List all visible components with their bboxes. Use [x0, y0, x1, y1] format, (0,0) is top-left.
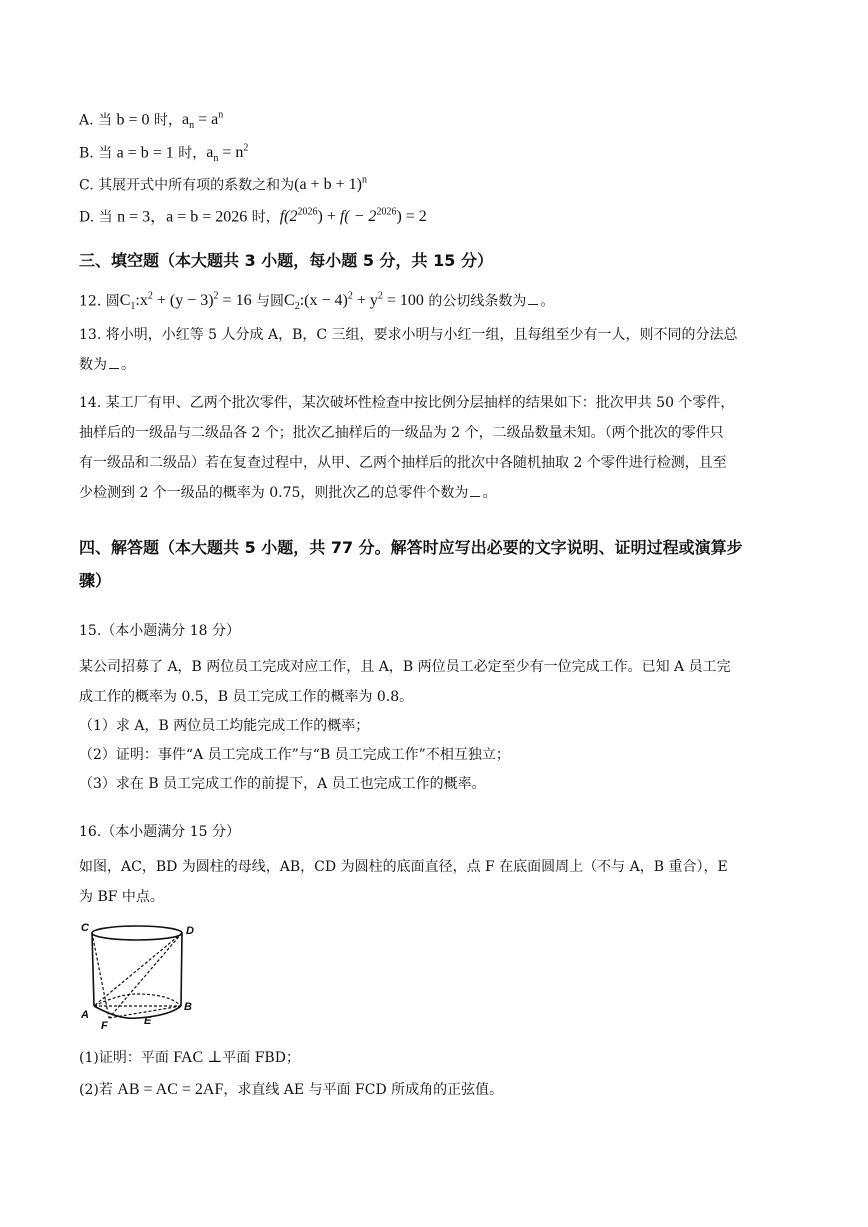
option-b-equation: $a_n = n^2$ — [206, 143, 249, 165]
label-a: A — [81, 1009, 89, 1021]
label-e: E — [144, 1015, 152, 1027]
option-a-mid: 时， — [149, 112, 182, 129]
cylinder-figure — [79, 918, 209, 1033]
section-4-heading-line-2: 骤） — [79, 571, 112, 590]
option-a-prefix: A. 当 — [79, 112, 117, 129]
question-15-part-1: （1）求 A，B 两位员工均能完成工作的概率； — [79, 718, 370, 734]
question-16-part-1: (1)证明：平面 FAC ⊥平面 FBD； — [79, 1049, 300, 1066]
question-16-line-2: 为 BF 中点。 — [79, 889, 164, 905]
option-b-mid: 时， — [173, 145, 207, 162]
label-b: B — [184, 1001, 192, 1013]
option-c-prefix: C. 其展开式中所有项的系数之和为 — [79, 177, 295, 194]
option-a — [79, 106, 223, 137]
option-d-condition: n = 3，a = b = 2026 — [117, 208, 248, 226]
question-16-header: 16.（本小题满分 15 分） — [79, 824, 240, 840]
option-b-prefix: B. 当 — [79, 145, 117, 162]
question-13-line-1: 13. 将小明，小红等 5 人分成 A，B，C 三组，要求小明与小红一组，且每组至少有一人，则不同的分法总 — [79, 327, 738, 343]
option-a-condition: b = 0 — [116, 111, 150, 129]
option-c — [79, 171, 367, 195]
question-14-line-1: 14. 某工厂有甲、乙两个批次零件，某次破坏性检查中按比例分层抽样的结果如下：批次甲共 50 个零件， — [79, 395, 735, 411]
section-3-heading: 三、填空题（本大题共 3 小题，每小题 5 分，共 15 分） — [79, 251, 493, 270]
q12-circle-1: $C_1:x^2 + (y - 3)^2 = 16$ — [119, 291, 252, 313]
question-16-part-2: (2)若 AB = AC = 2AF，求直线 AE 与平面 FCD 所成角的正弦值。 — [79, 1081, 504, 1098]
question-15-header: 15.（本小题满分 18 分） — [79, 623, 240, 639]
label-f: F — [101, 1020, 108, 1032]
question-14-line-3: 有一级品和二级品）若在复查过程中，从甲、乙两个抽样后的批次中各随机抽取 2 个零件进行检测，且至 — [79, 455, 727, 471]
option-b-condition: a = b = 1 — [116, 144, 174, 162]
question-15-part-2: （2）证明：事件“A 员工完成工作”与“B 员工完成工作”不相互独立； — [79, 747, 510, 763]
option-d — [79, 203, 427, 227]
question-14-line-4: 少检测到 2 个一级品的概率为 0.75，则批次乙的总零件个数为 。 — [79, 485, 497, 501]
q12-circle-2: $C_2:(x - 4)^2 + y^2 = 100$ — [284, 291, 424, 313]
question-15-part-3: （3）求在 B 员工完成工作的前提下，A 员工也完成工作的概率。 — [79, 776, 486, 792]
question-13-line-2: 数为 。 — [79, 357, 135, 373]
question-15-line-2: 成工作的概率为 0.5，B 员工完成工作的概率为 0.8。 — [79, 689, 414, 705]
option-d-mid: 时， — [247, 209, 280, 226]
label-c: C — [81, 922, 89, 934]
answer-blank[interactable] — [109, 356, 119, 369]
answer-blank[interactable] — [528, 292, 538, 305]
q16-part-2-math: AB = AC = 2AF — [117, 1081, 224, 1098]
question-16-line-1: 如图，AC，BD 为圆柱的母线，AB，CD 为圆柱的底面直径，点 F 在底面圆周上（不与 A，B 重合），E — [79, 859, 728, 875]
q16-part-1-math: FAC ⊥ — [173, 1049, 223, 1066]
question-15-line-1: 某公司招募了 A，B 两位员工完成对应工作，且 A，B 两位员工必定至少有一位完成工作。已知 A 员工完 — [79, 659, 731, 675]
option-d-prefix: D. 当 — [79, 209, 118, 226]
answer-blank[interactable] — [470, 484, 480, 497]
cylinder-outline — [92, 926, 182, 1018]
question-14-line-2: 抽样后的一级品与二级品各 2 个；批次乙抽样后的一级品为 2 个，二级品数量未知。（两个批次的零件只 — [79, 425, 724, 441]
label-d: D — [186, 925, 194, 937]
question-12: 12. 圆$C_1:x^2 + (y - 3)^2 = 16$ 与圆$C_2:(x - 4)^2 + y^2 = 100$ 的公切线条数为 。 — [79, 291, 555, 313]
option-b — [79, 139, 248, 170]
option-d-equation: $f(2^{2026}) + f( - 2^{2026}) = 2$ — [279, 207, 427, 226]
section-4-heading-line-1: 四、解答题（本大题共 5 小题，共 77 分。解答时应写出必要的文字说明、证明过程或演算步 — [79, 538, 743, 557]
option-c-expression: $(a + b + 1)^n$ — [294, 175, 367, 194]
hidden-lines — [92, 933, 182, 1018]
option-a-equation: $a_n = a^n$ — [181, 110, 224, 132]
